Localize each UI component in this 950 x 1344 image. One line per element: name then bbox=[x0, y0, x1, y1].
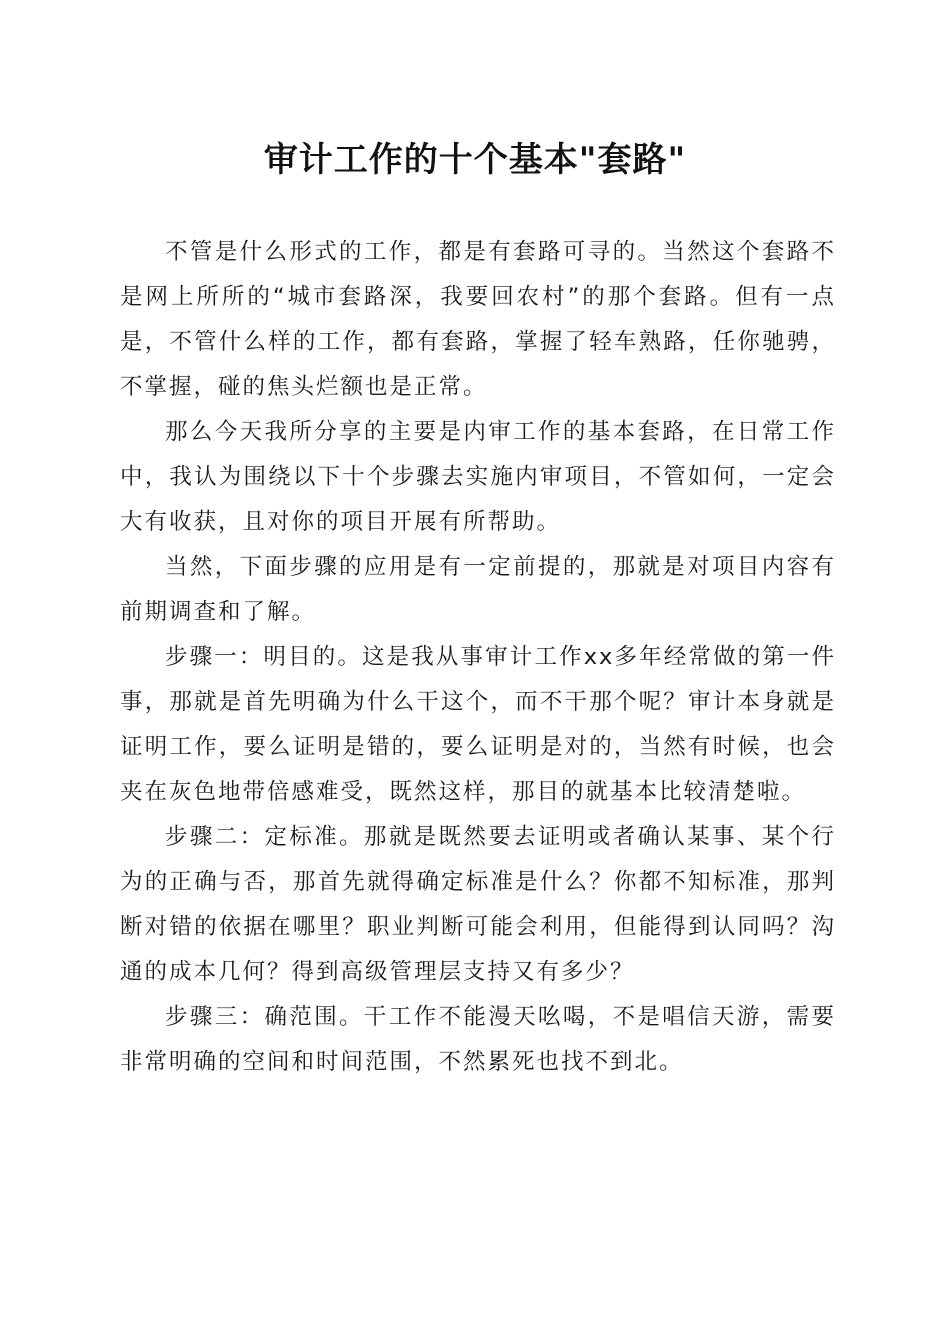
document-title: 审计工作的十个基本"套路" bbox=[263, 140, 687, 180]
paragraph-intro: 不管是什么形式的工作，都是有套路可寻的。当然这个套路不是网上所所的“城市套路深，我要回农村”的那个套路。但有一点是，不管什么样的工作，都有套路，掌握了轻车熟路，任你驰骋，不掌握，碰的焦头烂额也是正常。 bbox=[120, 239, 836, 400]
paragraph-step-two: 步骤二：定标准。那就是既然要去证明或者确认某事、某个行为的正确与否，那首先就得确定标准是什么？你都不知标准，那判断对错的依据在哪里？职业判断可能会利用，但能得到认同吗？沟通的成本几何？得到高级管理层支持又有多少？ bbox=[120, 824, 836, 985]
paragraph-purpose: 那么今天我所分享的主要是内审工作的基本套路，在日常工作中，我认为围绕以下十个步骤去实施内审项目，不管如何，一定会大有收获，且对你的项目开展有所帮助。 bbox=[120, 419, 836, 535]
document-body bbox=[120, 230, 836, 1085]
paragraph-step-three: 步骤三：确范围。干工作不能漫天吆喝，不是唱信天游，需要非常明确的空间和时间范围，不然累死也找不到北。 bbox=[120, 1004, 836, 1075]
paragraph-premise: 当然，下面步骤的应用是有一定前提的，那就是对项目内容有前期调查和了解。 bbox=[120, 554, 836, 625]
paragraph-step-one: 步骤一：明目的。这是我从事审计工作xx多年经常做的第一件事，那就是首先明确为什么干这个，而不干那个呢？审计本身就是证明工作，要么证明是错的，要么证明是对的，当然有时候，也会夹在灰色地带倍感难受，既然这样，那目的就基本比较清楚啦。 bbox=[120, 644, 836, 805]
